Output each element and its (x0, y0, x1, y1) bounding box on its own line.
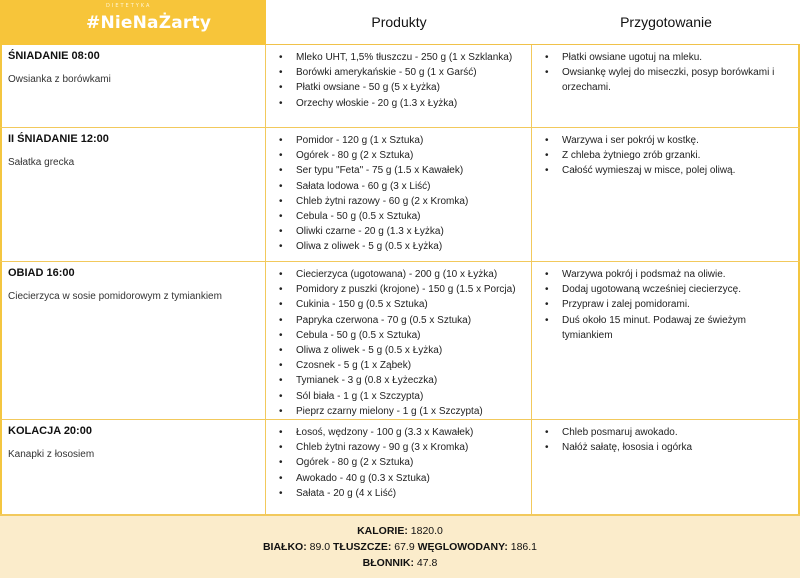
list-item: • Cebula - 50 g (0.5 x Sztuka) (272, 209, 525, 224)
meal-row-breakfast (0, 45, 800, 128)
protein-value: 89.0 (309, 541, 331, 553)
list-item: • Ciecierzyca (ugotowana) - 200 g (10 x Łyżka) (272, 267, 525, 282)
list-item: • Nałóż sałatę, łososia i ogórka (538, 440, 792, 455)
preparation-cell (532, 45, 800, 127)
list-item: • Ogórek - 80 g (2 x Sztuka) (272, 148, 525, 163)
meal-cell (0, 420, 266, 514)
list-item: • Dodaj ugotowaną wcześniej ciecierzycę. (538, 282, 792, 297)
preparation-cell (532, 262, 800, 419)
products-list (272, 133, 525, 255)
meal-cell (0, 128, 266, 261)
list-item: • Warzywa pokrój i podsmaż na oliwie. (538, 267, 792, 282)
column-header-products: Produkty (266, 0, 532, 45)
products-cell (266, 128, 532, 261)
list-item: • Tymianek - 3 g (0.8 x Łyżeczka) (272, 373, 525, 388)
carbs-value: 186.1 (510, 541, 538, 553)
logo-title: #NieNaŻarty (86, 13, 212, 33)
fiber-value: 47.8 (416, 557, 438, 569)
list-item: • Sałata - 20 g (4 x Liść) (272, 486, 525, 501)
fiber-line (0, 555, 800, 571)
protein-label: BIAŁKO: (262, 541, 307, 553)
products-list (272, 267, 525, 419)
fiber-label: BŁONNIK: (362, 557, 414, 569)
list-item: • Oliwa z oliwek - 5 g (0.5 x Łyżka) (272, 343, 525, 358)
list-item: • Cukinia - 150 g (0.5 x Sztuka) (272, 297, 525, 312)
meal-name: Kanapki z łososiem (8, 449, 95, 460)
list-item: • Pomidor - 120 g (1 x Sztuka) (272, 133, 525, 148)
preparation-cell (532, 420, 800, 514)
calories-value: 1820.0 (410, 525, 443, 537)
list-item: • Ogórek - 80 g (2 x Sztuka) (272, 455, 525, 470)
list-item: • Owsiankę wylej do miseczki, posyp borówkami i orzechami. (538, 65, 792, 95)
list-item: • Pieprz czarny mielony - 1 g (1 x Szczypta) (272, 404, 525, 419)
list-item: • Pomidory z puszki (krojone) - 150 g (1.5 x Porcja) (272, 282, 525, 297)
meal-row-dinner (0, 420, 800, 515)
meal-name: Sałatka grecka (8, 157, 75, 168)
meal-row-lunch (0, 262, 800, 420)
preparation-list (538, 267, 792, 343)
list-item: • Oliwa z oliwek - 5 g (0.5 x Łyżka) (272, 239, 525, 254)
list-item: • Przypraw i zalej pomidorami. (538, 297, 792, 312)
list-item: • Chleb żytni razowy - 90 g (3 x Kromka) (272, 440, 525, 455)
fat-label: TŁUSZCZE: (333, 541, 392, 553)
list-item: • Sól biała - 1 g (1 x Szczypta) (272, 389, 525, 404)
meal-name: Ciecierzyca w sosie pomidorowym z tymiankiem (8, 291, 222, 302)
list-item: • Papryka czerwona - 70 g (0.5 x Sztuka) (272, 313, 525, 328)
list-item: • Płatki owsiane ugotuj na mleku. (538, 50, 792, 65)
list-item: • Z chleba żytniego zrób grzanki. (538, 148, 792, 163)
list-item: • Duś około 15 minut. Podawaj ze świeżym tymiankiem (538, 313, 792, 343)
preparation-list (538, 425, 792, 455)
meal-cell (0, 45, 266, 127)
list-item: • Oliwki czarne - 20 g (1.3 x Łyżka) (272, 224, 525, 239)
products-cell (266, 262, 532, 419)
fat-value: 67.9 (394, 541, 415, 553)
list-item: • Awokado - 40 g (0.3 x Sztuka) (272, 471, 525, 486)
list-item: • Czosnek - 5 g (1 x Ząbek) (272, 358, 525, 373)
meal-title: II ŚNIADANIE 12:00 (8, 133, 109, 145)
calories-line (0, 523, 800, 539)
list-item: • Chleb posmaruj awokado. (538, 425, 792, 440)
products-list (272, 425, 525, 501)
list-item: • Mleko UHT, 1,5% tłuszczu - 250 g (1 x Szklanka) (272, 50, 525, 65)
meal-cell (0, 262, 266, 419)
list-item: • Płatki owsiane - 50 g (5 x Łyżka) (272, 80, 525, 95)
macros-line (0, 539, 800, 555)
list-item: • Orzechy włoskie - 20 g (1.3 x Łyżka) (272, 96, 525, 111)
calories-label: KALORIE: (357, 525, 408, 537)
list-item: • Chleb żytni razowy - 60 g (2 x Kromka) (272, 194, 525, 209)
meal-title: OBIAD 16:00 (8, 267, 75, 279)
table-header (0, 0, 800, 45)
preparation-list (538, 50, 792, 96)
column-header-preparation: Przygotowanie (532, 0, 800, 45)
meal-name: Owsianka z borówkami (8, 74, 111, 85)
list-item: • Łosoś, wędzony - 100 g (3.3 x Kawałek) (272, 425, 525, 440)
list-item: • Borówki amerykańskie - 50 g (1 x Garść) (272, 65, 525, 80)
meal-row-second-breakfast (0, 128, 800, 262)
list-item: • Cebula - 50 g (0.5 x Sztuka) (272, 328, 525, 343)
meal-title: KOLACJA 20:00 (8, 425, 92, 437)
list-item: • Całość wymieszaj w misce, polej oliwą. (538, 163, 792, 178)
logo-subtitle: DIETETYKA (106, 3, 152, 9)
preparation-cell (532, 128, 800, 261)
logo (0, 0, 266, 45)
carbs-label: WĘGLOWODANY: (417, 541, 508, 553)
list-item: • Ser typu "Feta" - 75 g (1.5 x Kawałek) (272, 163, 525, 178)
products-list (272, 50, 525, 111)
products-cell (266, 45, 532, 127)
preparation-list (538, 133, 792, 179)
list-item: • Sałata lodowa - 60 g (3 x Liść) (272, 179, 525, 194)
list-item: • Warzywa i ser pokrój w kostkę. (538, 133, 792, 148)
nutrition-summary (0, 515, 800, 578)
products-cell (266, 420, 532, 514)
meal-title: ŚNIADANIE 08:00 (8, 50, 100, 62)
